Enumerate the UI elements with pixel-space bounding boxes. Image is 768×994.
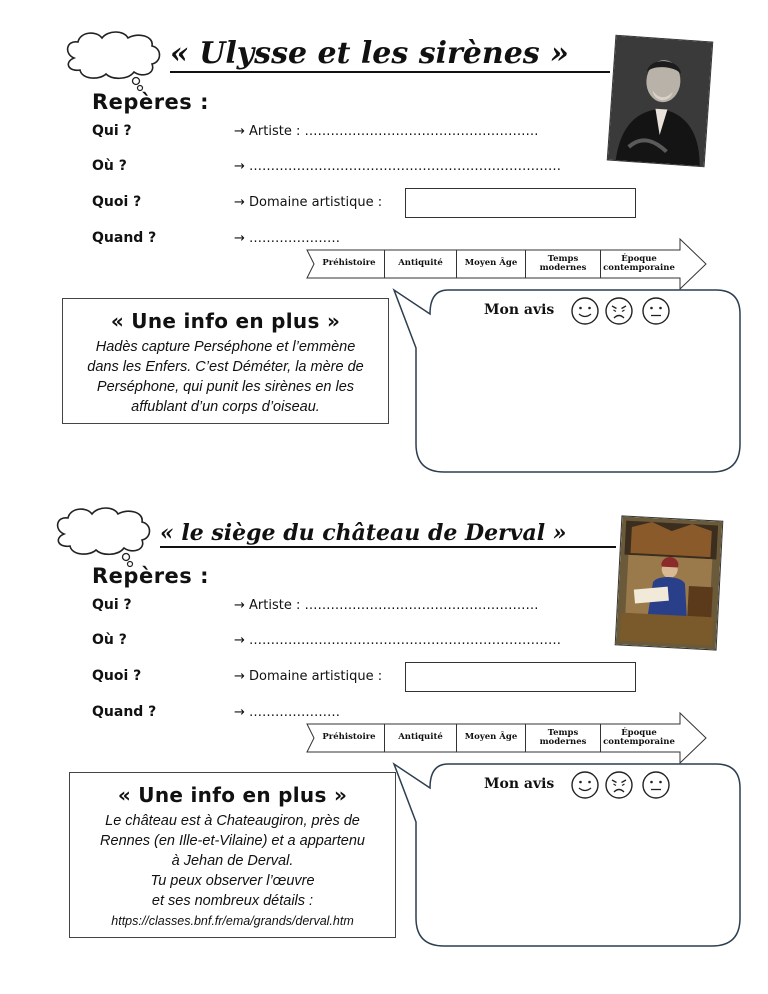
title-underline <box>170 71 610 73</box>
neutral-face-icon[interactable] <box>641 296 671 326</box>
reperes-heading: Repères : <box>92 90 209 114</box>
info-line: Le château est à Chateaugiron, près de <box>105 813 360 829</box>
opinion-label: Mon avis <box>484 776 555 792</box>
artwork-title: « Ulysse et les sirènes » <box>170 36 569 71</box>
info-line: Perséphone, qui punit les sirènes en les <box>96 379 355 395</box>
info-line: Tu peux observer l’œuvre <box>150 873 315 889</box>
info-title: « Une info en plus » <box>117 783 348 807</box>
info-text <box>70 811 395 931</box>
when-field[interactable]: → ………………… <box>234 705 341 720</box>
domain-label: → Domaine artistique : <box>234 195 383 210</box>
who-label: Qui ? <box>92 123 132 139</box>
timeline <box>306 724 708 754</box>
timeline-epoque-contemporaine: Époque contemporaine <box>603 727 675 747</box>
info-url-link[interactable]: https://classes.bnf.fr/ema/grands/derval.htm <box>111 914 354 928</box>
artist-field[interactable]: → Artiste : ……………………………………………… <box>234 598 539 613</box>
timeline-antiquite: Antiquité <box>385 250 457 278</box>
what-label: Quoi ? <box>92 668 142 684</box>
timeline-prehistoire: Préhistoire <box>314 724 385 752</box>
artist-portrait <box>607 35 714 168</box>
info-line: Hadès capture Perséphone et l’emmène <box>95 339 356 355</box>
opinion-bubble[interactable] <box>390 284 746 476</box>
info-box <box>69 772 396 938</box>
happy-face-icon[interactable] <box>570 770 600 800</box>
where-field[interactable]: → ……………………………………………………………… <box>234 633 562 648</box>
opinion-bubble[interactable] <box>390 758 746 950</box>
info-line: et ses nombreux détails : <box>151 893 314 909</box>
domain-input-box[interactable] <box>405 188 636 218</box>
timeline <box>306 250 708 280</box>
info-text <box>63 337 388 417</box>
thought-cloud-icon <box>50 506 152 568</box>
when-label: Quand ? <box>92 230 157 246</box>
section-2 <box>0 474 768 944</box>
info-line: à Jehan de Derval. <box>171 853 294 869</box>
artist-field[interactable]: → Artiste : ……………………………………………… <box>234 124 539 139</box>
domain-input-box[interactable] <box>405 662 636 692</box>
who-label: Qui ? <box>92 597 132 613</box>
timeline-temps-modernes: Temps modernes <box>526 250 601 278</box>
when-label: Quand ? <box>92 704 157 720</box>
info-title: « Une info en plus » <box>110 309 341 333</box>
neutral-face-icon[interactable] <box>641 770 671 800</box>
angry-face-icon[interactable] <box>604 770 634 800</box>
timeline-moyen-age: Moyen Âge <box>457 250 526 278</box>
info-box <box>62 298 389 424</box>
timeline-temps-modernes: Temps modernes <box>526 724 601 752</box>
angry-face-icon[interactable] <box>604 296 634 326</box>
artwork-miniature <box>615 515 724 650</box>
where-field[interactable]: → ……………………………………………………………… <box>234 159 562 174</box>
opinion-label: Mon avis <box>484 302 555 318</box>
timeline-antiquite: Antiquité <box>385 724 457 752</box>
info-line: Rennes (en Ille-et-Vilaine) et a appartenu <box>100 833 365 849</box>
what-label: Quoi ? <box>92 194 142 210</box>
title-underline <box>160 546 616 548</box>
where-label: Où ? <box>92 632 127 648</box>
when-field[interactable]: → ………………… <box>234 231 341 246</box>
info-line: dans les Enfers. C’est Déméter, la mère de <box>87 359 364 375</box>
timeline-prehistoire: Préhistoire <box>314 250 385 278</box>
thought-cloud-icon <box>60 30 162 92</box>
reperes-heading: Repères : <box>92 564 209 588</box>
happy-face-icon[interactable] <box>570 296 600 326</box>
domain-label: → Domaine artistique : <box>234 669 383 684</box>
artwork-title: « le siège du château de Derval » <box>160 520 567 546</box>
info-line: affublant d’un corps d’oiseau. <box>131 399 320 415</box>
where-label: Où ? <box>92 158 127 174</box>
timeline-moyen-age: Moyen Âge <box>457 724 526 752</box>
timeline-epoque-contemporaine: Époque contemporaine <box>603 253 675 273</box>
section-1 <box>0 0 768 470</box>
